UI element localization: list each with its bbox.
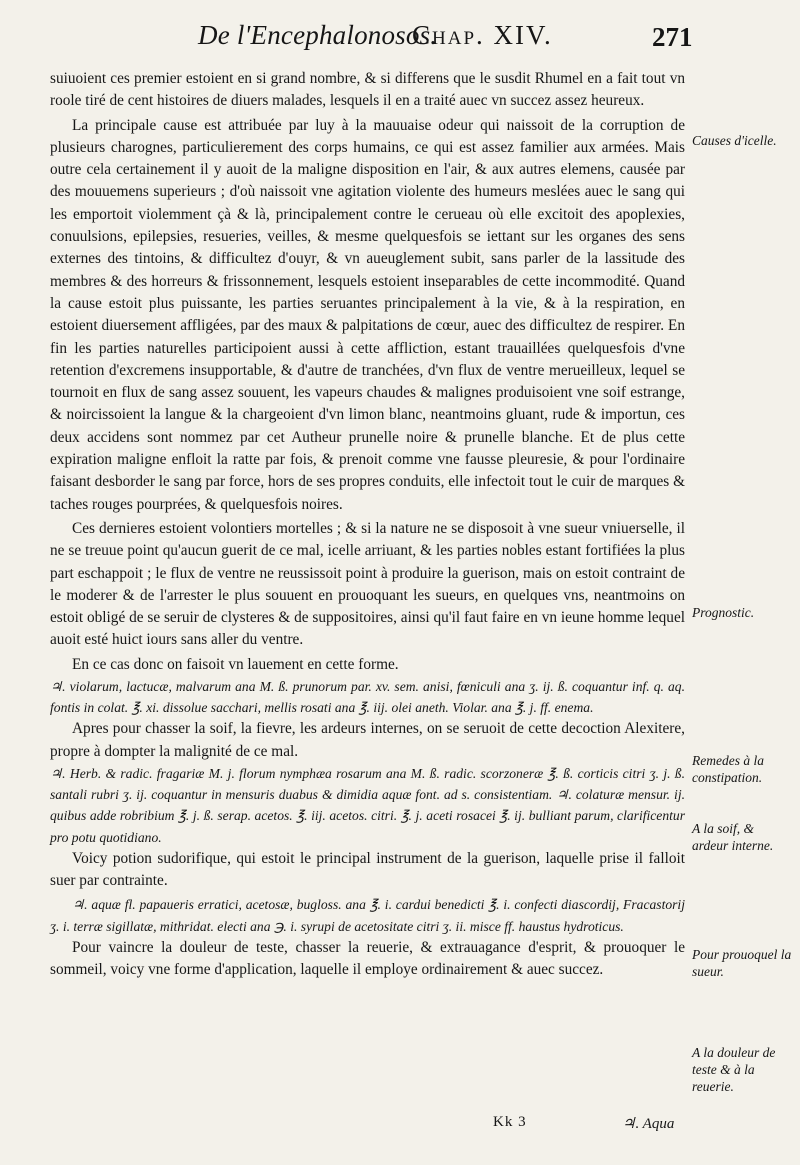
margin-note-constipation: Remedes à la constipation. — [692, 753, 764, 785]
page-number: 271 — [652, 22, 693, 52]
catchword: ♃. Aqua — [622, 1116, 675, 1132]
paragraph-thirst: Apres pour chasser la soif, la fievre, les ardeurs internes, on se seruoit de cette decoction Alexitere, propre à dompter la malignité de ce mal. — [50, 720, 685, 760]
page-footer — [0, 1110, 800, 1140]
paragraph-sudorific: Voicy potion sudorifique, qui estoit le principal instrument de la guerison, laquelle prise il falloit suer par contrainte. — [50, 849, 685, 890]
paragraph-headache: Pour vaincre la douleur de teste, chasser la reuerie, & extrauagance d'esprit, & prouoquer le sommeil, voicy vne forme d'application, laquelle il employe ordinairement & auec succez. — [50, 938, 685, 979]
recipe-potion: ♃. aquæ fl. papaueris erratici, acetosæ, bugloss. ana ℥. i. cardui benedicti ℥. i. confecti diascordij, Fracastorij ʒ. i. terræ sigillatæ, mithridat. electi ana ℈. i. syrupi de acetositate citri ʒ. ii. misce ff. haustus hydroticus. — [50, 897, 685, 934]
running-title: De l'Encephalonosos. — [198, 20, 438, 50]
margin-note-thirst: A la soif, & ardeur interne. — [692, 821, 774, 853]
margin-note-prognostic: Prognostic. — [692, 605, 755, 620]
paragraph-lavement: En ce cas donc on faisoit vn lauement en cette forme. — [72, 655, 399, 673]
margin-note-headache: A la douleur de teste & à la reuerie. — [692, 1045, 776, 1094]
paragraph-prognostic: Ces dernieres estoient volontiers mortelles ; & si la nature ne se disposoit à vne sueur vniuerselle, il ne se treuue point qu'aucun guerit de ce mal, icelle arriuant, & les parties nobles estant fortifiées la plus part eschappoit ; le flux de ventre ne reussissoit point à produire la guerison, mais on estoit contraint de le moderer & de l'arrester le plus souuent en prouoquant les sueurs, en quelques vns, neantmoins on estoit obligé de se seruir de clysteres & de suppositoires, ainsi qu'il faut faire en vn ieune homme lequel auoit esté huict iours sans aller du ventre. — [50, 519, 685, 649]
margin-note-causes: Causes d'icelle. — [692, 133, 777, 148]
margin-note-sweat: Pour prouoquel la sueur. — [692, 947, 792, 979]
chapter-heading: Chap. XIV. — [412, 20, 553, 50]
running-head — [0, 16, 800, 52]
recipe-enema: ♃. violarum, lactucæ, malvarum ana M. ß. prunorum par. xv. sem. anisi, fœniculi ana ʒ. ij. ß. coquantur inf. q. aq. fontis in colat. ℥. xi. dissolue sacchari, mellis rosati ana ℥. iij. olei aneth. Violar. ana ℥. j. ff. enema. — [50, 679, 685, 716]
main-text-column — [50, 68, 685, 981]
paragraph-continuation: suiuoient ces premier estoient en si grand nombre, & si differens que le susdit Rhumel en a fait tout vn roole tiré de cent histoires de diuers malades, lesquels il en a traité auec vn succez assez heureux. — [50, 70, 685, 110]
signature-mark: Kk 3 — [493, 1114, 527, 1130]
paragraph-causes: La principale cause est attribuée par luy à la mauuaise odeur qui naissoit de la corruption de plusieurs charognes, particulierement des corps humains, ce qui est assez familier aux armées. Mais outre cela certainement il y auoit de la maligne disposition en l'air, & aux autres elemens, causée par des mouuemens superieurs ; d'où naissoit vne agitation violente des humeurs meslées auec le sang qui les emportoit violemment çà & là, principalement contre le cerueau où elle excitoit des apoplexies, conuulsions, epilepsies, resueries, veilles, & mesme quelquesfois se iettant sur les organes des sens externes des tintoins, & difficultez d'ouyr, & vn aueuglement subit, sans parler de la lassitude des membres & des horreurs & frissonnement, lesquels estoient inseparables de cette incommodité. Quand la cause estoit plus puissante, les parties seruantes principalement à la vie, & à la respiration, en estoient diuersement affligées, par des maux & palpitations de cœur, auec des difficultez de respirer. En fin les parties naturelles participoient aussi à cette affliction, estant trauaillées quelquesfois d'vne retention d'excremens insupportable, & d'autre de tranchées, d'vn flux de ventre merueilleux, lequel se tournoit en flux de sang assez souuent, les vapeurs chaudes & malignes produisoient vne soif estrange, & noircissoient la langue & la chargeoient d'vn limon blanc, neantmoins gluant, rude & importun, ces deux accidens sont nommez par cet Autheur prunelle noire & prunelle blanche. Et de plus cette expiration maligne enfloit la ratte par fois, & prenoit comme vne fausse pleuresie, & pour l'ordinaire faisant desborder le sang par force, hors de ses propres conduits, elle infectoit tout le cuir de marques & taches rouges pourprées, & quelquesfois noires. — [50, 116, 685, 513]
recipe-decoction: ♃. Herb. & radic. fragariæ M. j. florum nymphæa rosarum ana M. ß. radic. scorzoneræ ℥. ß. corticis citri ʒ. j. ß. santali rubri ʒ. ij. coquantur in mensuris duabus & dimidia aquæ font. ad s. consistentiam. ♃. colaturæ mensur. ij. quibus adde robribium ℥. j. ß. serap. acetos. ℥. iij. acetos. citri. ℥. j. aceti rosacei ℥. ij. bulliant parum, clarificentur pro potu quotidiano. — [50, 766, 685, 845]
